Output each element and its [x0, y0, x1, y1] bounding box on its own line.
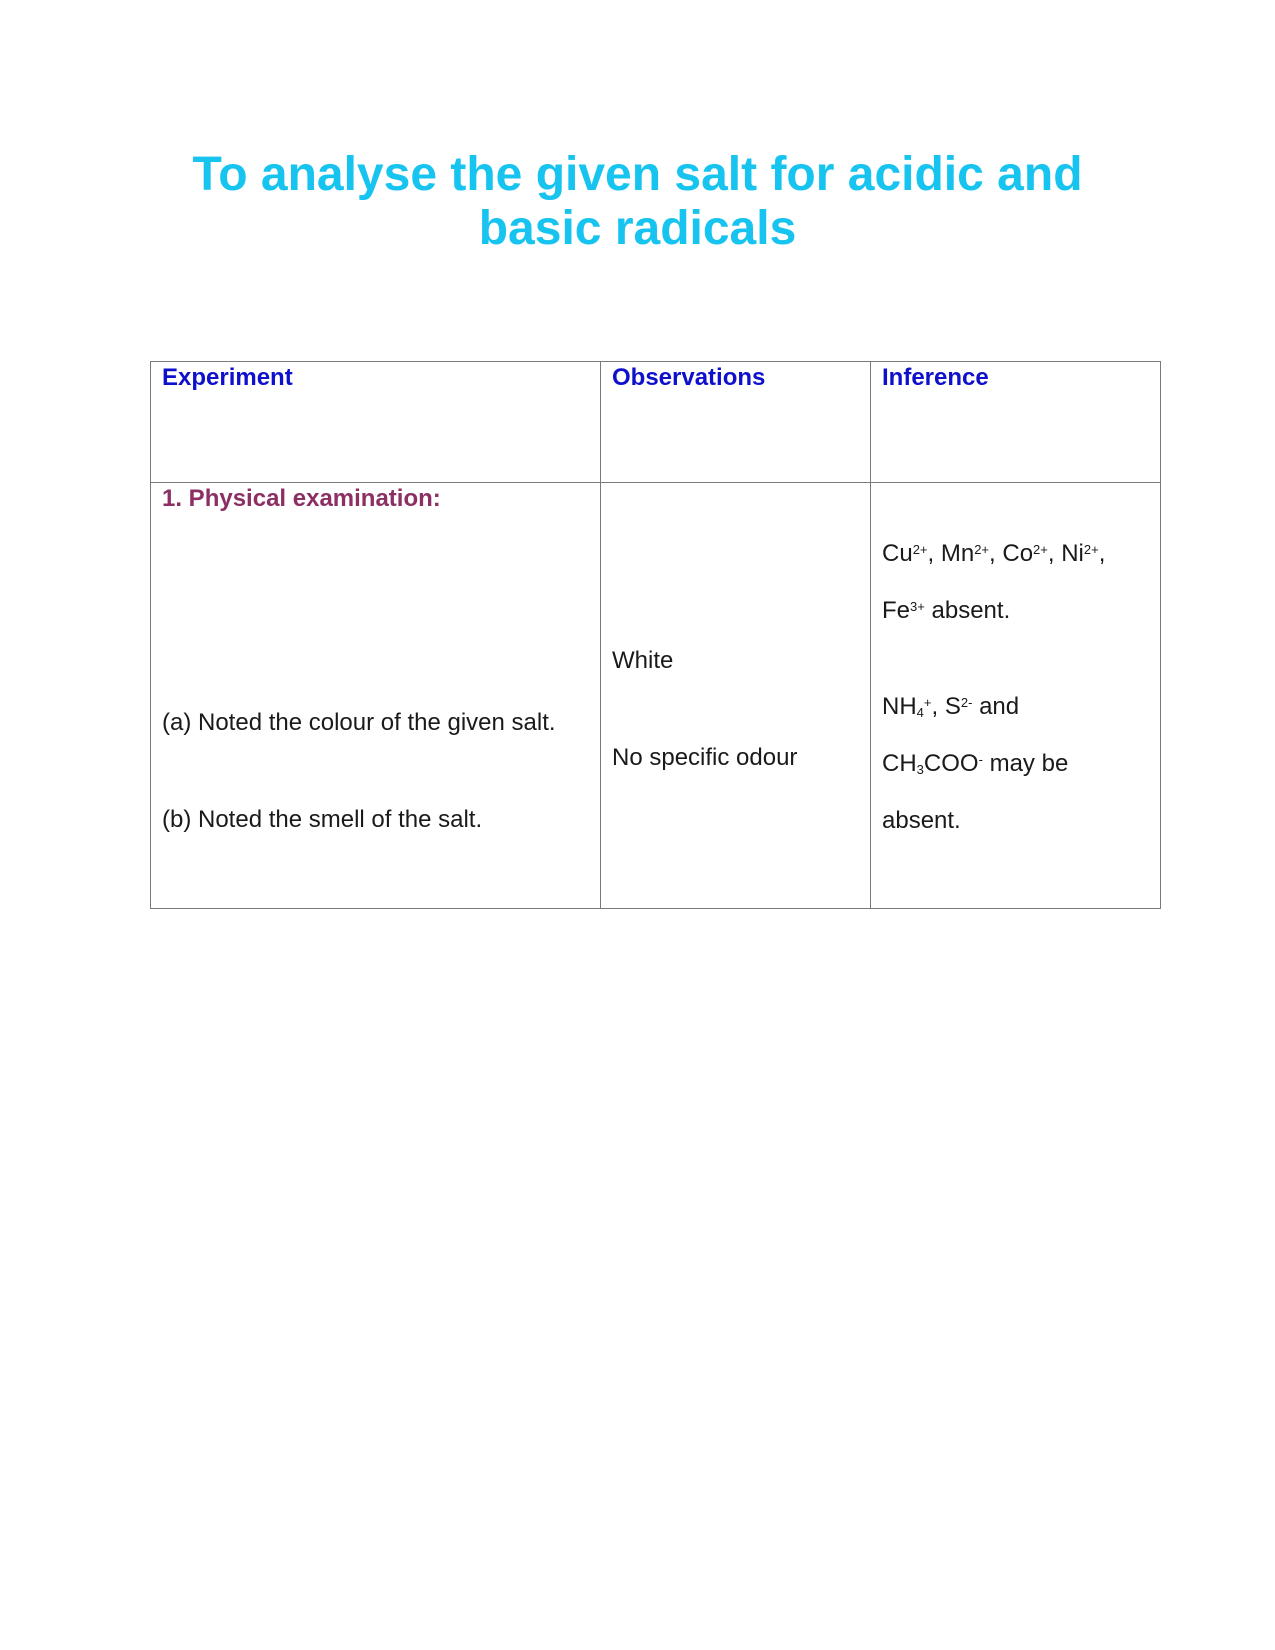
section-title: 1. Physical examination: — [162, 485, 441, 512]
inference-line-1: $Cu^{2+}$, $Mn^{2+}$, $Co^{2+}$, $Ni^{2+}$, — [882, 540, 1106, 567]
header-cell-experiment — [151, 362, 601, 483]
page-title — [150, 148, 1125, 256]
experiment-table — [150, 361, 1161, 909]
table-header-row — [151, 362, 1161, 483]
header-cell-observations — [601, 362, 871, 483]
inference-line-5: absent. — [882, 807, 961, 834]
experiment-a: (a) Noted the colour of the given salt. — [162, 709, 556, 736]
inference-line-4: $CH_3COO^-$ may be — [882, 750, 1069, 777]
title-line-2: basic radicals — [478, 202, 797, 255]
title-line-1: To analyse the given salt for acidic and — [192, 148, 1083, 201]
inference-line-3: $NH_4^+$, $S^{2-}$ and — [882, 693, 1020, 720]
inference-line-2: $Fe^{3+}$ absent. — [882, 597, 1011, 624]
header-observations: Observations — [612, 364, 766, 391]
experiment-cell — [151, 483, 601, 909]
observation-odour: No specific odour — [612, 744, 798, 771]
header-inference: Inference — [882, 364, 989, 391]
inference-cell — [871, 483, 1161, 909]
observation-colour: White — [612, 647, 674, 674]
header-experiment: Experiment — [162, 364, 293, 391]
header-cell-inference — [871, 362, 1161, 483]
experiment-b: (b) Noted the smell of the salt. — [162, 806, 483, 833]
table-row — [151, 483, 1161, 909]
observation-cell — [601, 483, 871, 909]
